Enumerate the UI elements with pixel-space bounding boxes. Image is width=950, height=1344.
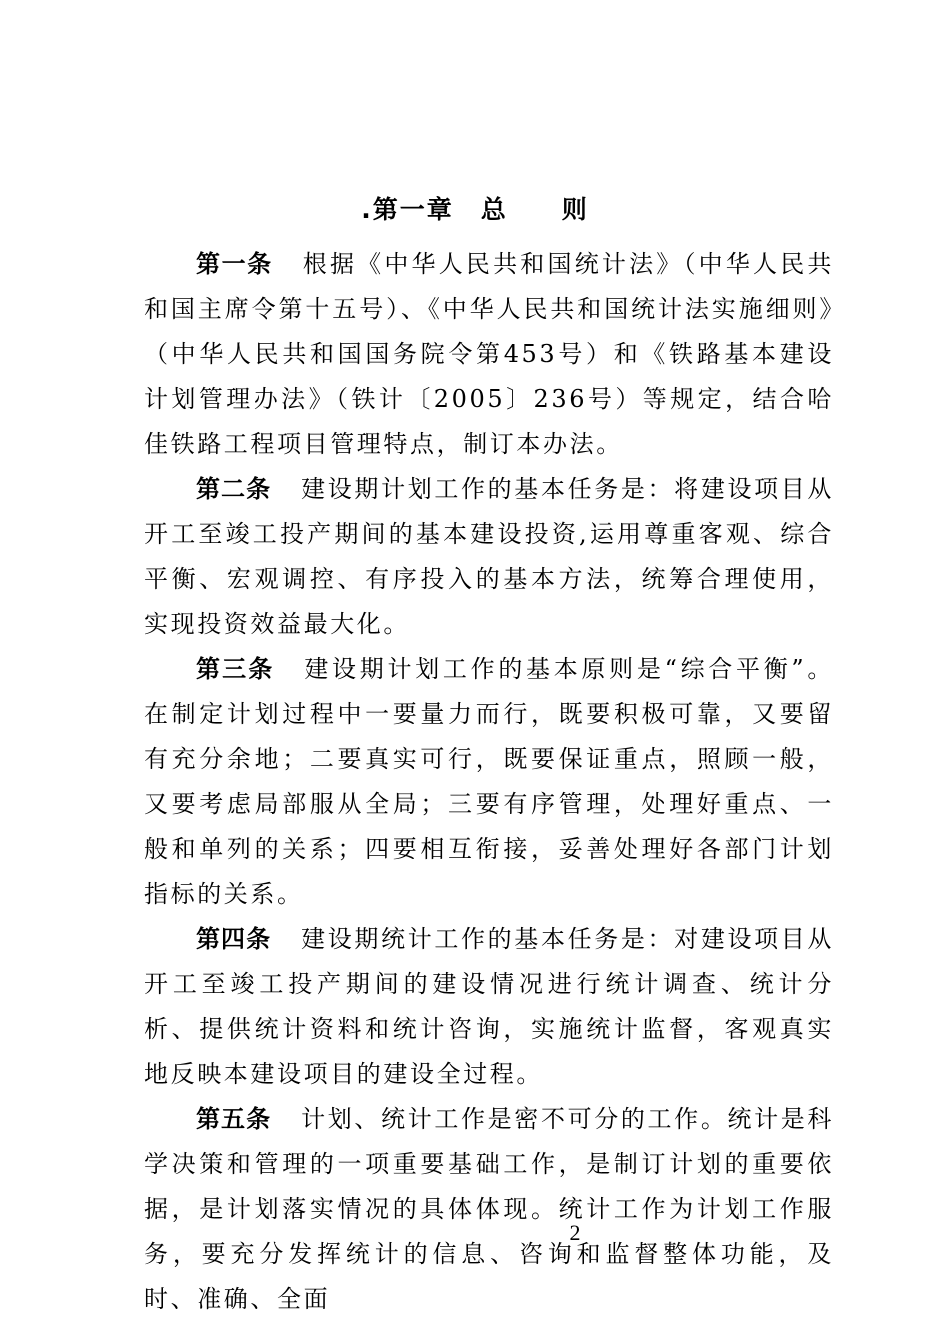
article-text: 建设期统计工作的基本任务是：对建设项目从开工至竣工投产期间的建设情况进行统计调查、统计分析、提供统计资料和统计咨询，实施统计监督，客观真实地反映本建设项目的建设全过程。 — [144, 925, 835, 1088]
document-body — [144, 242, 834, 1322]
article-4 — [144, 917, 834, 1097]
article-3 — [144, 647, 834, 917]
article-text: 根据《中华人民共和国统计法》（中华人民共和国主席令第十五号）、《中华人民共和国统计法实施细则》（中华人民共和国国务院令第453号）和《铁路基本建设计划管理办法》（铁计〔2005〕236号）等规定，结合哈佳铁路工程项目管理特点，制订本办法。 — [144, 250, 835, 458]
page-number: 2 — [569, 1220, 581, 1245]
article-1 — [144, 242, 834, 467]
article-label: 第二条 — [196, 475, 272, 503]
article-label: 第四条 — [196, 925, 272, 953]
article-2 — [144, 467, 834, 647]
article-5 — [144, 1097, 834, 1322]
article-text: 建设期计划工作的基本原则是“综合平衡”。在制定计划过程中一要量力而行，既要积极可靠，又要留有充分余地；二要真实可行，既要保证重点，照顾一般，又要考虑局部服从全局；三要有序管理，处理好重点、一般和单列的关系；四要相互衔接，妥善处理好各部门计划指标的关系。 — [144, 655, 834, 908]
article-label: 第五条 — [196, 1105, 272, 1133]
article-label: 第一条 — [196, 250, 273, 278]
article-label: 第三条 — [196, 655, 275, 683]
article-text: 建设期计划工作的基本任务是：将建设项目从开工至竣工投产期间的基本建设投资,运用尊重客观、综合平衡、宏观调控、有序投入的基本方法，统筹合理使用，实现投资效益最大化。 — [144, 475, 835, 638]
article-text: 计划、统计工作是密不可分的工作。统计是科学决策和管理的一项重要基础工作，是制订计划的重要依据，是计划落实情况的具体体现。统计工作为计划工作服务，要充分发挥统计的信息、咨询和监督整体功能，及时、准确、全面 — [144, 1105, 835, 1313]
chapter-title: .第一章 总 则 — [361, 195, 589, 224]
